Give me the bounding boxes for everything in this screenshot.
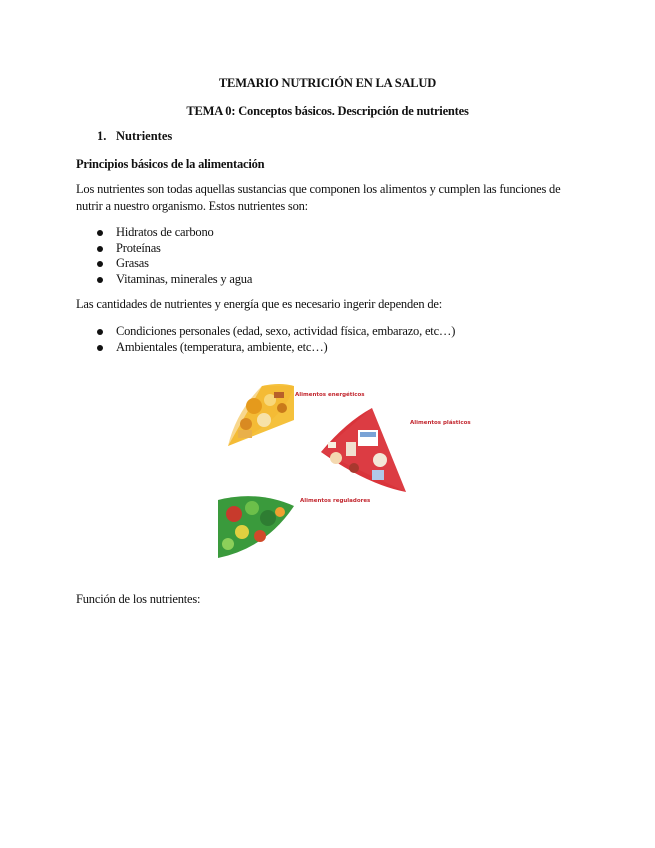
bullet-icon [97,345,103,351]
list-item [0,241,252,257]
food-groups-figure [196,372,472,568]
nutrients-list [0,225,252,287]
list-item-text: Grasas [116,256,149,270]
bullet-icon [97,261,103,267]
list-item-text: Proteínas [116,240,161,255]
list-item [0,225,252,241]
list-item [0,340,455,356]
list-item-text: Ambientales (temperatura, ambiente, etc…) [116,339,328,354]
bullet-icon [97,329,103,335]
list-item-text: Condiciones personales (edad, sexo, actividad física, embarazo, etc…) [116,324,456,338]
food-groups-illustration [196,372,472,568]
list-item [0,256,252,272]
bullet-icon [97,246,103,252]
bullet-icon [97,277,103,283]
reguladores-wedge [218,496,294,558]
label-reguladores: Alimentos reguladores [300,498,371,504]
label-plasticos: Alimentos plásticos [410,420,471,426]
section-number: 1. [97,129,107,143]
paragraph-quantities: Las cantidades de nutrientes y energía que es necesario ingerir dependen de: [76,297,443,311]
label-energeticos: Alimentos energéticos [295,392,365,398]
subheading: Principios básicos de la alimentación [76,157,265,171]
factors-list [0,324,455,355]
plasticos-wedge [321,408,406,492]
paragraph-function: Función de los nutrientes: [76,592,201,606]
document-subtitle: TEMA 0: Conceptos básicos. Descripción de nutrientes [186,104,469,118]
paragraph-nutrients-intro: Los nutrientes son todas aquellas sustancias que componen los alimentos y cumplen las funciones de nutrir a nuestro organismo. Estos nutrientes son: [76,182,561,213]
list-item-text: Hidratos de carbono [116,225,214,239]
bullet-icon [97,230,103,236]
list-item [0,324,455,340]
energeticos-wedge [228,384,294,446]
document-title: TEMARIO NUTRICIÓN EN LA SALUD [218,76,437,90]
list-item [0,272,252,288]
list-item-text: Vitaminas, minerales y agua [116,271,253,286]
section-title: Nutrientes [116,129,173,143]
